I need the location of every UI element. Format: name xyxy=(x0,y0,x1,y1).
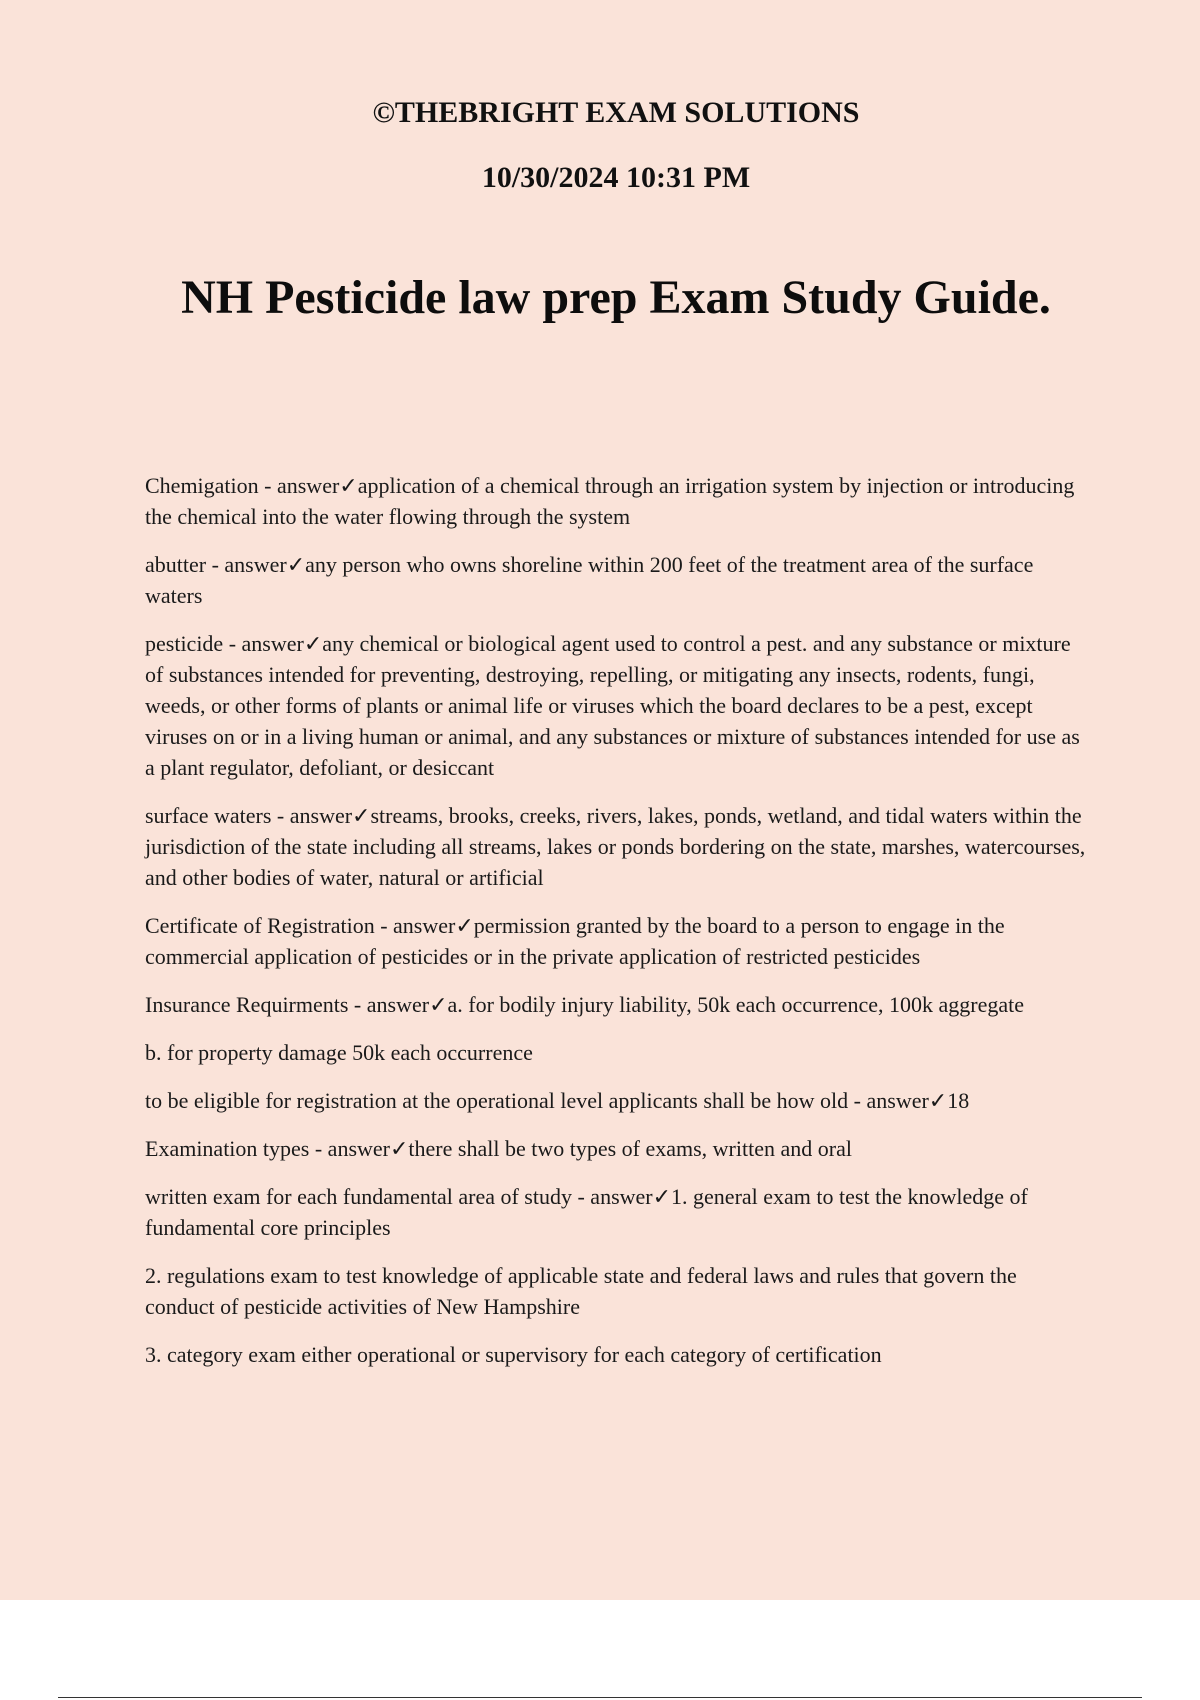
document-title: NH Pesticide law prep Exam Study Guide. xyxy=(181,271,1051,324)
entry-pesticide: pesticide - answer✓any chemical or biological agent used to control a pest. and any substance or mixture of substances intended for preventing, destroying, repelling, or mitigating any insects, rodents, fungi, weeds, or other forms of plants or animal life or viruses which the board declares to be a pest, except viruses on or in a living human or animal, and any substances or mixture of substances intended for use as a plant regulator, defoliant, or desiccant xyxy=(145,631,1080,780)
entry-category-exam: 3. category exam either operational or supervisory for each category of certification xyxy=(145,1342,882,1367)
entry-written-exam: written exam for each fundamental area of study - answer✓1. general exam to test the knowledge of fundamental core principles xyxy=(145,1184,1028,1240)
entry-examination-types: Examination types - answer✓there shall be two types of exams, written and oral xyxy=(145,1136,852,1161)
entry-regulations-exam: 2. regulations exam to test knowledge of applicable state and federal laws and rules that govern the conduct of pesticide activities of New Hampshire xyxy=(145,1263,1017,1319)
entry-chemigation: Chemigation - answer✓application of a chemical through an irrigation system by injection or introducing the chemical into the water flowing through the system xyxy=(145,473,1075,529)
entry-eligibility-age: to be eligible for registration at the operational level applicants shall be how old - answer✓18 xyxy=(145,1088,970,1113)
entry-property-damage: b. for property damage 50k each occurrence xyxy=(145,1040,533,1065)
company-header: ©THEBRIGHT EXAM SOLUTIONS xyxy=(372,96,860,129)
footer-divider xyxy=(58,1697,1142,1698)
entry-surface-waters: surface waters - answer✓streams, brooks, creeks, rivers, lakes, ponds, wetland, and tidal waters within the jurisdiction of the state including all streams, lakes or ponds bordering on the state, marshes, watercourses, and other bodies of water, natural or artificial xyxy=(145,803,1086,890)
entry-certificate-of-registration: Certificate of Registration - answer✓permission granted by the board to a person to engage in the commercial application of pesticides or in the private application of restricted pesticides xyxy=(145,913,1005,969)
entry-abutter: abutter - answer✓any person who owns shoreline within 200 feet of the treatment area of the surface waters xyxy=(145,552,1034,608)
timestamp-header: 10/30/2024 10:31 PM xyxy=(481,161,751,194)
entry-insurance-requirements: Insurance Requirments - answer✓a. for bodily injury liability, 50k each occurrence, 100k aggregate xyxy=(145,992,1024,1017)
study-guide-entries xyxy=(145,470,1090,1387)
